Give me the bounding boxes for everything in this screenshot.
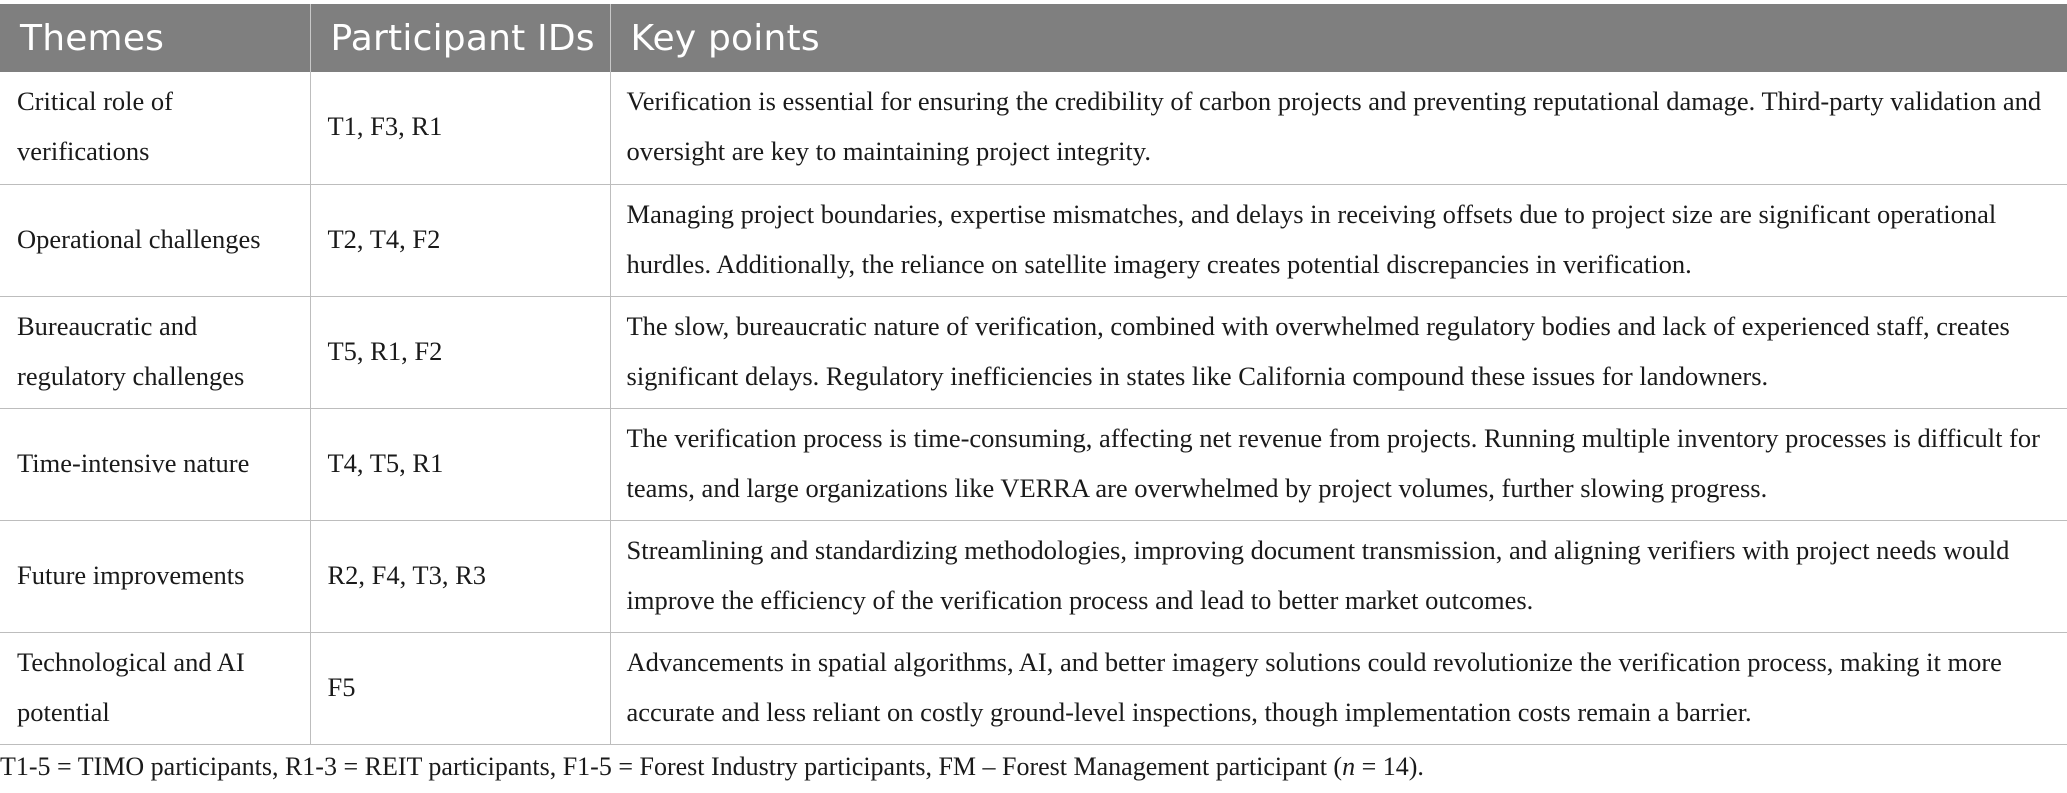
table-header (0, 4, 2067, 72)
theme-cell: Critical role of verifications (0, 72, 310, 184)
key-points-cell: Streamlining and standardizing methodologies, improving document transmission, and aligning verifiers with project needs would improve the efficiency of the verification process and lead to better market outcomes. (610, 520, 2067, 632)
participant-ids-cell: T4, T5, R1 (310, 408, 610, 520)
table-row (0, 296, 2067, 408)
themes-table-container (0, 4, 2067, 745)
theme-cell: Bureaucratic and regulatory challenges (0, 296, 310, 408)
participant-ids-cell: T5, R1, F2 (310, 296, 610, 408)
themes-table (0, 4, 2067, 745)
key-points-cell: Managing project boundaries, expertise mismatches, and delays in receiving offsets due to project size are significant operational hurdles. Additionally, the reliance on satellite imagery creates potential discrepancies in verification. (610, 184, 2067, 296)
table-row (0, 72, 2067, 184)
header-key-points: Key points (610, 4, 2067, 72)
participant-ids-cell: F5 (310, 632, 610, 744)
theme-cell: Future improvements (0, 520, 310, 632)
footnote-n-symbol: n (1342, 752, 1356, 781)
participant-ids-cell: T1, F3, R1 (310, 72, 610, 184)
theme-cell: Technological and AI potential (0, 632, 310, 744)
table-row (0, 632, 2067, 744)
theme-cell: Time-intensive nature (0, 408, 310, 520)
key-points-cell: The slow, bureaucratic nature of verification, combined with overwhelmed regulatory bodies and lack of experienced staff, creates significant delays. Regulatory inefficiencies in states like California compound these issues for landowners. (610, 296, 2067, 408)
header-themes: Themes (0, 4, 310, 72)
participant-ids-cell: T2, T4, F2 (310, 184, 610, 296)
table-row (0, 184, 2067, 296)
footnote-prefix: T1-5 = TIMO participants, R1-3 = REIT participants, F1-5 = Forest Industry participants, FM – Forest Management participant ( (0, 752, 1343, 781)
table-footnote (0, 752, 1424, 782)
participant-ids-cell: R2, F4, T3, R3 (310, 520, 610, 632)
table-row (0, 408, 2067, 520)
key-points-cell: Verification is essential for ensuring the credibility of carbon projects and preventing reputational damage. Third-party validation and oversight are key to maintaining project integrity. (610, 72, 2067, 184)
key-points-cell: The verification process is time-consuming, affecting net revenue from projects. Running multiple inventory processes is difficult for teams, and large organizations like VERRA are overwhelmed by project volumes, further slowing progress. (610, 408, 2067, 520)
table-body (0, 72, 2067, 744)
footnote-suffix: = 14). (1355, 752, 1424, 781)
header-row (0, 4, 2067, 72)
key-points-cell: Advancements in spatial algorithms, AI, and better imagery solutions could revolutionize the verification process, making it more accurate and less reliant on costly ground-level inspections, though implementation costs remain a barrier. (610, 632, 2067, 744)
header-participant-ids: Participant IDs (310, 4, 610, 72)
theme-cell: Operational challenges (0, 184, 310, 296)
table-row (0, 520, 2067, 632)
